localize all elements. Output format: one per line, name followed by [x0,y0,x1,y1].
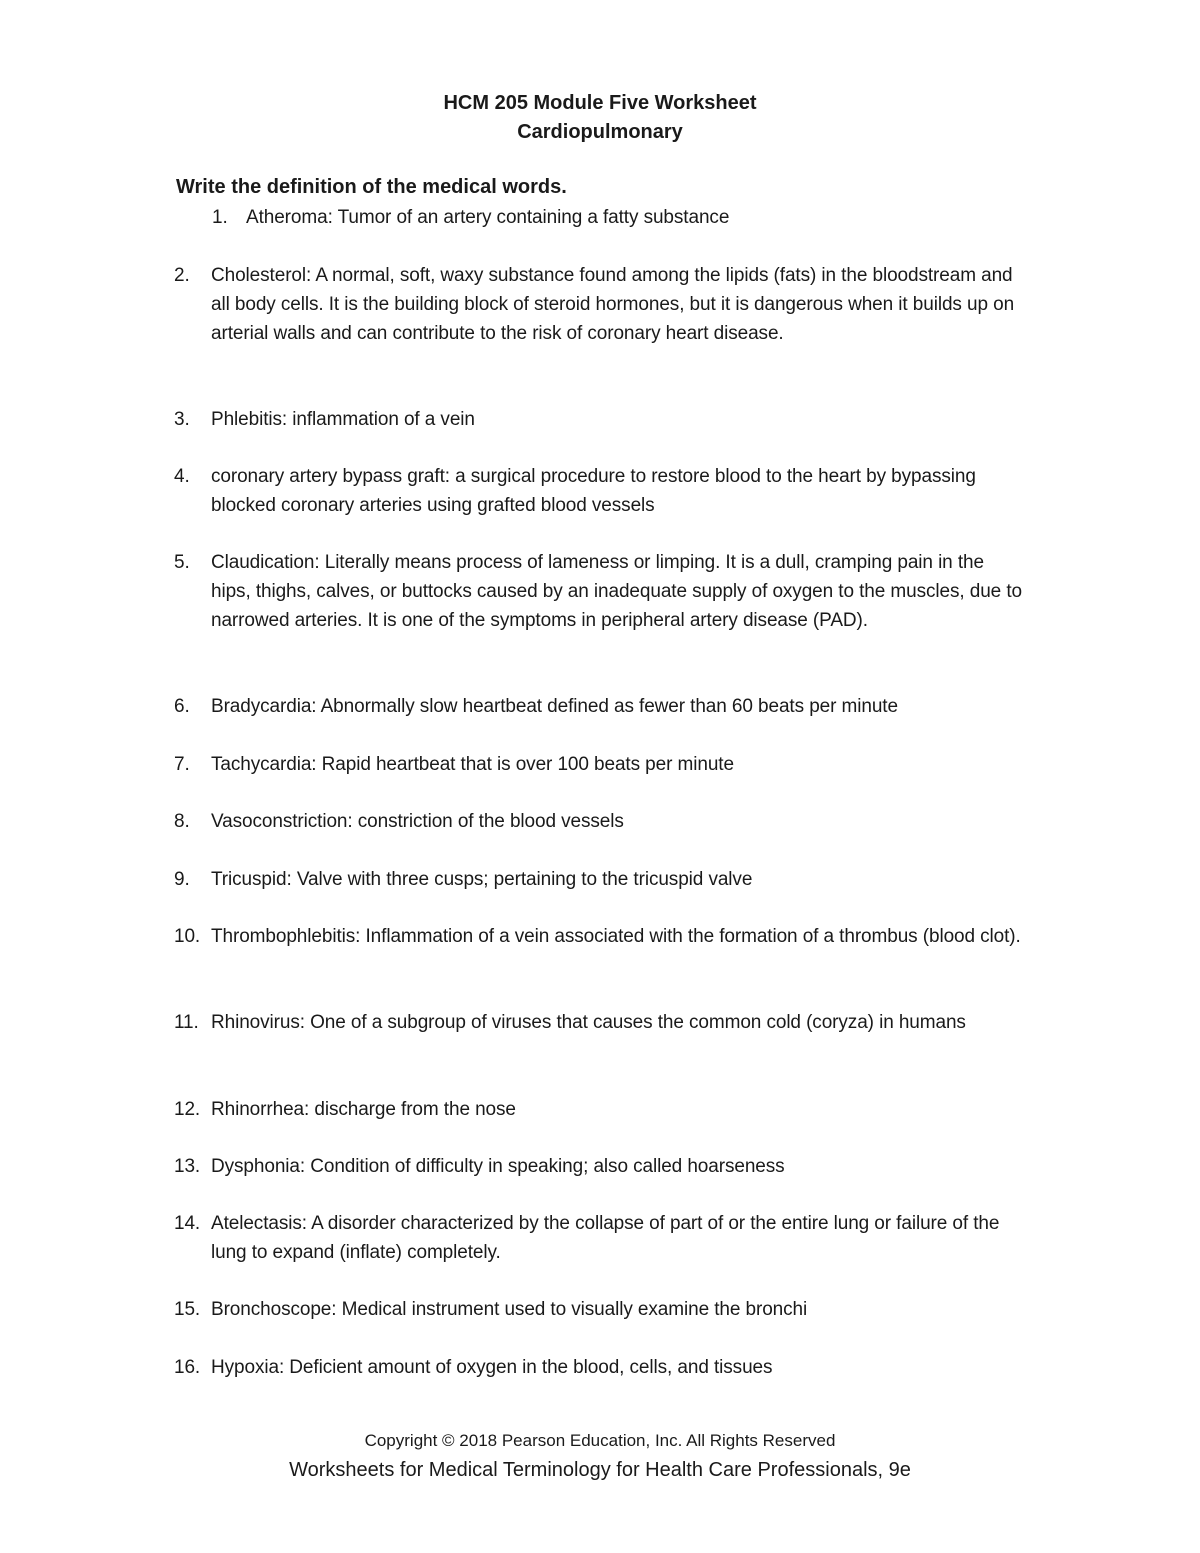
list-item [174,548,1024,635]
item-text: Rhinovirus: One of a subgroup of viruses that causes the common cold (coryza) in humans [211,1012,966,1033]
list-item [174,462,1024,520]
item-number: 6. [174,696,190,717]
item-number: 10. [174,926,201,947]
item-number: 15. [174,1299,201,1320]
item-text: coronary artery bypass graft: a surgical procedure to restore blood to the heart by bypassing blocked coronary arteries using grafted blood vessels [211,466,976,516]
book-title: Worksheets for Medical Terminology for Health Care Professionals, 9e [289,1459,911,1481]
list-item [174,1295,1024,1324]
item-number: 14. [174,1213,201,1234]
item-number: 5. [174,552,190,573]
item-text: Phlebitis: inflammation of a vein [211,409,475,430]
list-item [174,1095,1024,1124]
item-text: Bronchoscope: Medical instrument used to visually examine the bronchi [211,1299,808,1320]
item-text: Bradycardia: Abnormally slow heartbeat defined as fewer than 60 beats per minute [211,696,898,717]
list-item [174,261,1024,348]
list-item [174,922,1024,951]
item-number: 4. [174,466,190,487]
list-item [174,203,1024,232]
item-text: Tachycardia: Rapid heartbeat that is over 100 beats per minute [211,754,734,775]
list-item [174,405,1024,434]
item-number: 2. [174,265,190,286]
item-text: Atheroma: Tumor of an artery containing a fatty substance [246,207,730,228]
item-text: Claudication: Literally means process of lameness or limping. It is a dull, cramping pain in the hips, thighs, calves, or buttocks caused by an inadequate supply of oxygen to the muscles, due to narrowed arteries. It is one of the symptoms in peripheral artery disease (PAD). [211,552,1022,631]
page-title: HCM 205 Module Five Worksheet [443,92,757,114]
item-text: Rhinorrhea: discharge from the nose [211,1099,516,1120]
list-item [174,1353,1024,1382]
list-item [174,692,1024,721]
item-text: Cholesterol: A normal, soft, waxy substance found among the lipids (fats) in the bloodstream and all body cells. It is the building block of steroid hormones, but it is dangerous when it builds up on arterial walls and can contribute to the risk of coronary heart disease. [211,265,1015,344]
item-number: 7. [174,754,190,775]
instructions-heading: Write the definition of the medical words. [176,176,567,198]
item-text: Thrombophlebitis: Inflammation of a vein associated with the formation of a thrombus (blood clot). [211,926,1021,947]
item-text: Atelectasis: A disorder characterized by the collapse of part of or the entire lung or failure of the lung to expand (inflate) completely. [211,1213,1000,1263]
item-text: Vasoconstriction: constriction of the blood vessels [211,811,624,832]
page-subtitle: Cardiopulmonary [517,121,683,143]
item-number: 16. [174,1357,201,1378]
item-number: 13. [174,1156,201,1177]
item-number: 12. [174,1099,201,1120]
item-text: Tricuspid: Valve with three cusps; pertaining to the tricuspid valve [211,869,753,890]
list-item [174,865,1024,894]
list-item [174,1152,1024,1181]
item-number: 1. [212,207,228,228]
list-item [174,807,1024,836]
item-text: Dysphonia: Condition of difficulty in speaking; also called hoarseness [211,1156,785,1177]
copyright-notice: Copyright © 2018 Pearson Education, Inc. All Rights Reserved [364,1431,836,1450]
list-item [174,1008,1024,1037]
item-number: 3. [174,409,190,430]
item-number: 11. [174,1012,199,1033]
item-number: 8. [174,811,190,832]
list-item [174,750,1024,779]
item-text: Hypoxia: Deficient amount of oxygen in the blood, cells, and tissues [211,1357,773,1378]
item-number: 9. [174,869,190,890]
list-item [174,1209,1024,1267]
